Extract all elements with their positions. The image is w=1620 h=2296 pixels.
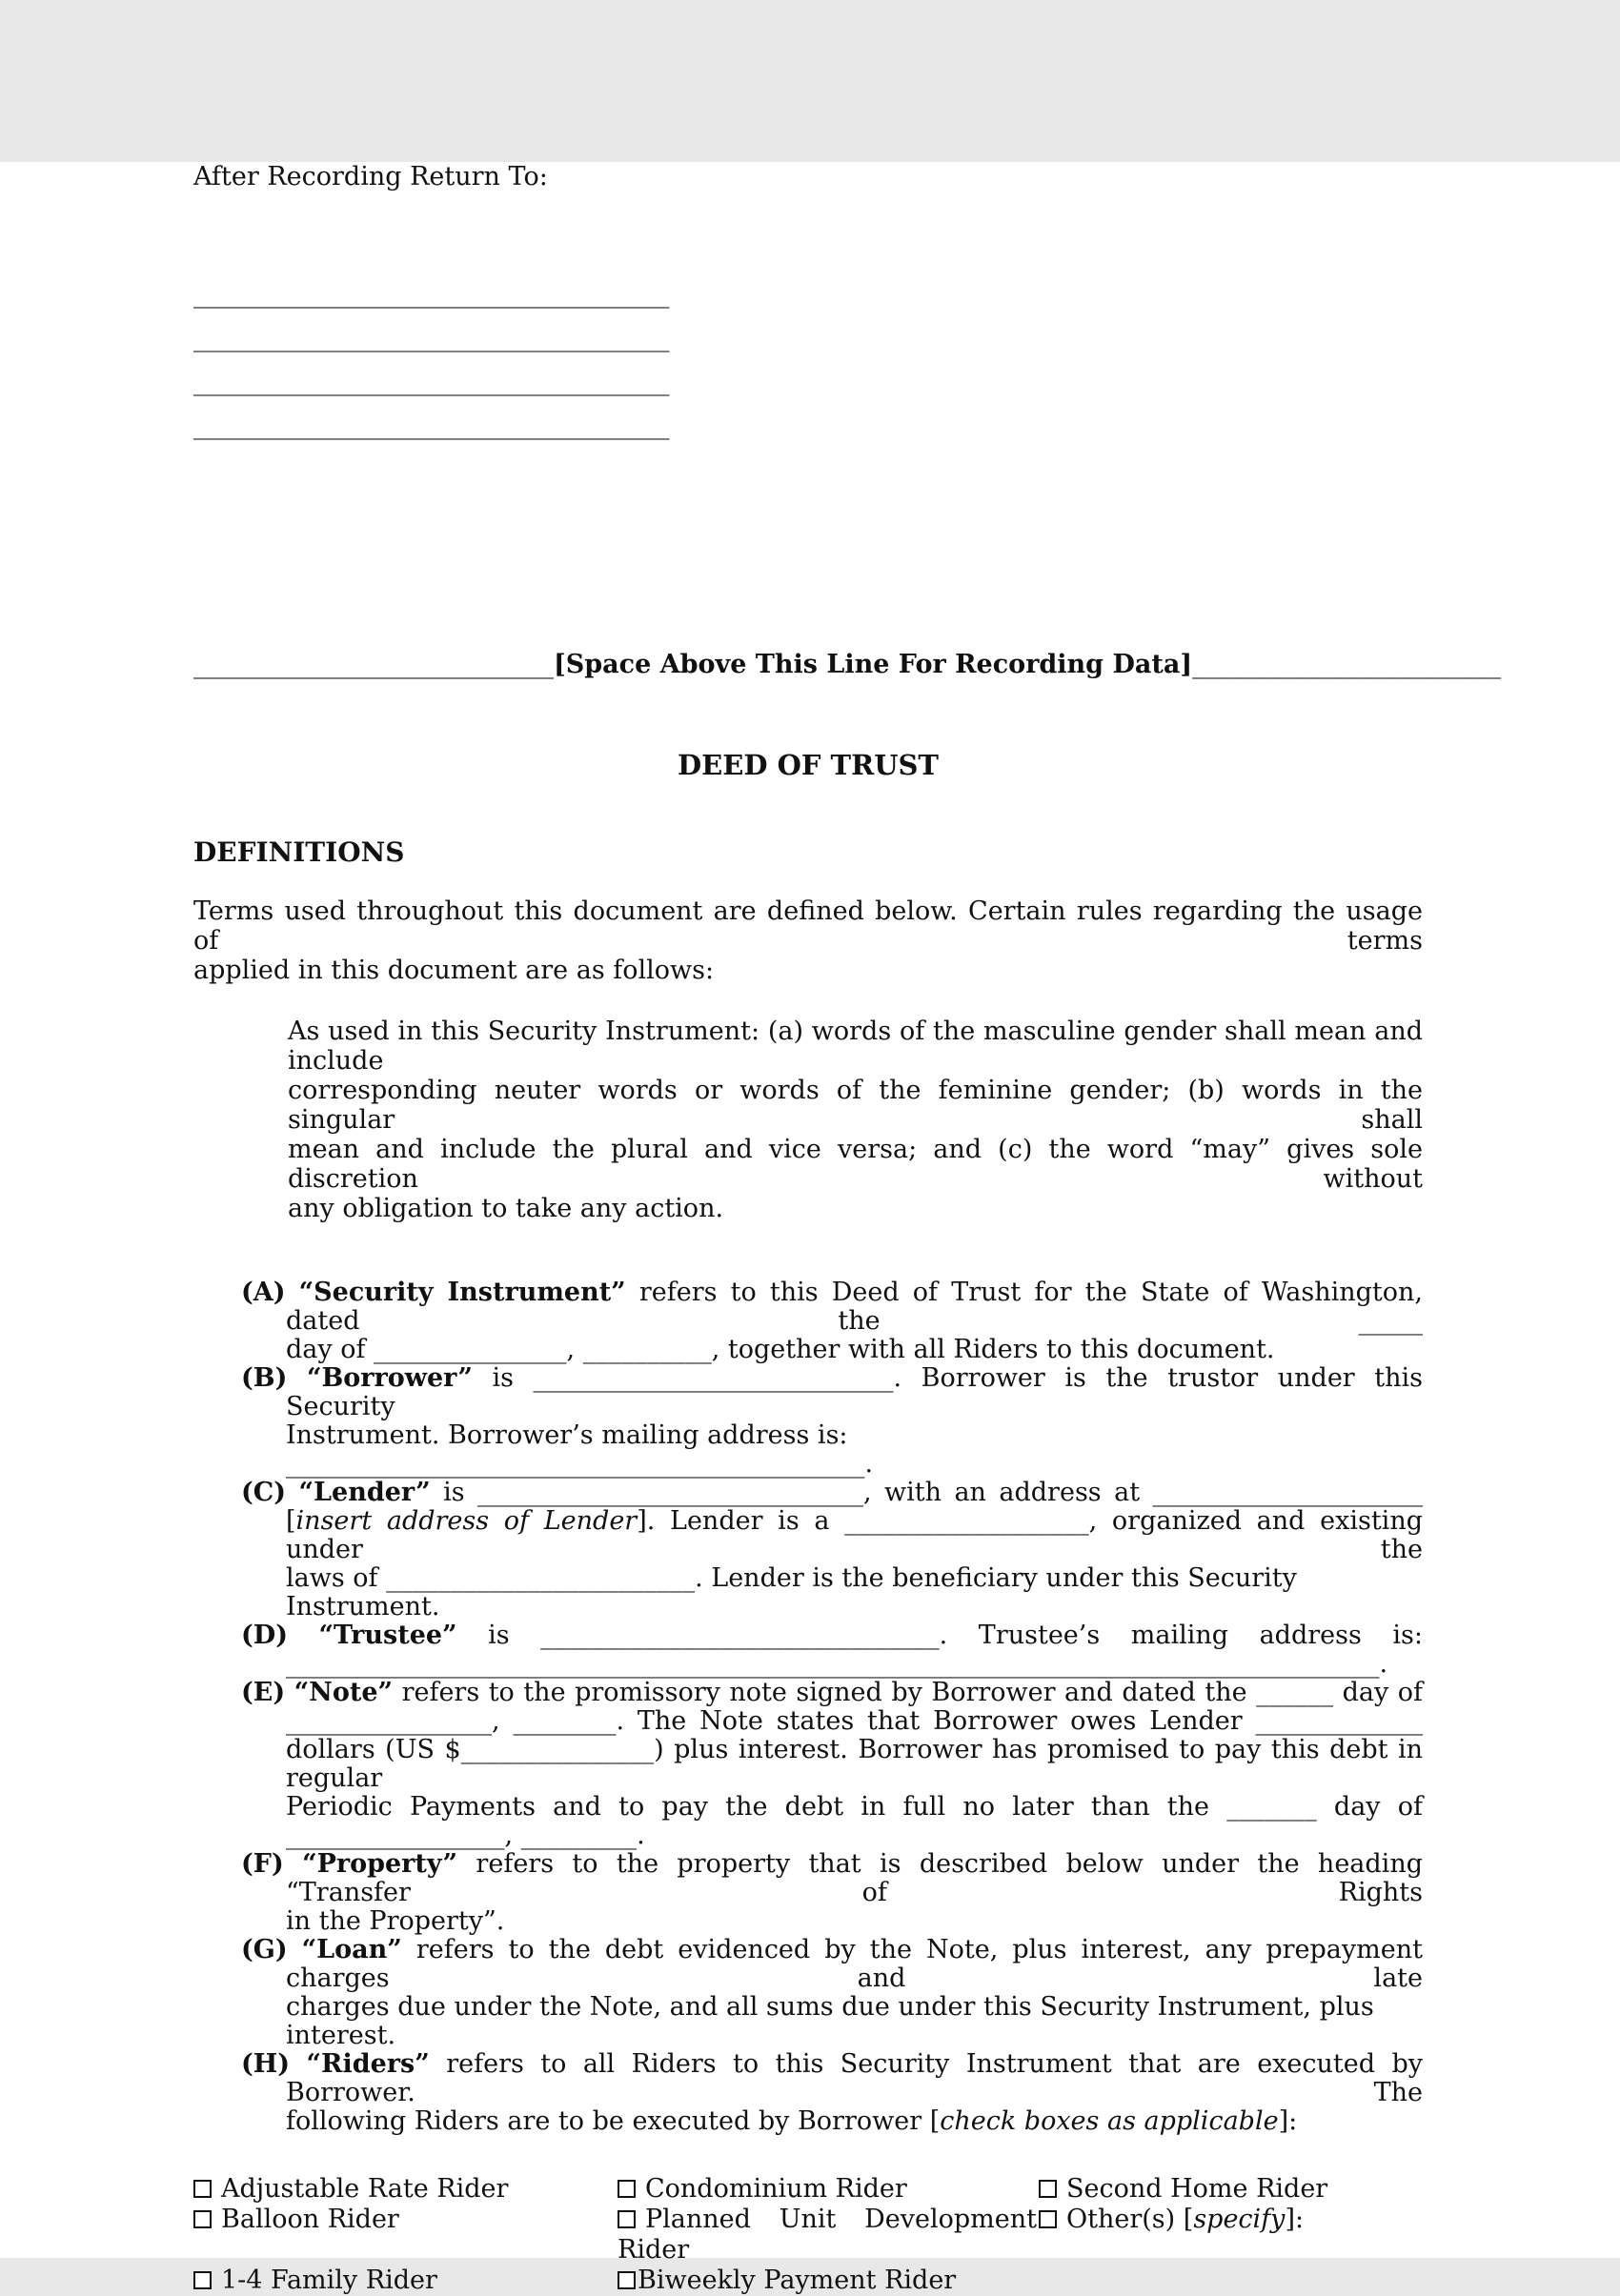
return-address-blank-line: _____________________________________ [193,411,670,440]
definition-line: Periodic Payments and to pay the debt in full no later than the _______ day of [286,1792,1423,1822]
definition-line: ________________, ________. The Note states that Borrower owes Lender _____________ [286,1706,1423,1736]
return-address-blank-line: _____________________________________ [193,323,670,352]
item-label: (E) [241,1678,286,1707]
divider-left-fill: ____________________________ [193,650,554,679]
deed-of-trust-page [0,162,1620,2295]
rider-option-1-4-family[interactable] [193,2266,618,2296]
definition-line: (D) “Trustee” is _______________________________. Trustee’s mailing address is: [241,1621,1423,1650]
rider-option-biweekly-payment[interactable] [618,2266,1037,2296]
definition-line: in the Property”. [286,1906,505,1936]
checkbox-icon[interactable] [618,2271,636,2289]
paragraph-line: any obligation to take any action. [288,1194,724,1223]
definition-line: charges due under the Note, and all sums due under this Security Instrument, plus interest. [286,1992,1374,2050]
item-label: (G) [241,1935,288,1964]
rider-option-balloon[interactable] [193,2205,618,2235]
item-label: (F) [241,1849,284,1879]
definition-item-a [241,1279,1423,1364]
rider-checkbox-grid [193,2174,1423,2296]
definition-item-e [241,1679,1423,1850]
return-address-blank-line: _____________________________________ [193,279,670,309]
definitions-intro-paragraph [193,896,1423,985]
paragraph-line: As used in this Security Instrument: (a) words of the masculine gender shall mean and include [288,1017,1423,1076]
definition-line: [insert address of Lender]. Lender is a ___________________, organized and existing under the [286,1506,1423,1564]
definitions-list [193,1279,1423,2136]
rider-option-adjustable-rate[interactable] [193,2174,618,2205]
checkbox-icon[interactable] [193,2180,212,2198]
item-label: (C) [241,1478,287,1507]
checkbox-icon[interactable] [1039,2180,1057,2198]
definition-line: (H) “Riders” refers to all Riders to this Security Instrument that are executed by Borrower. The [241,2049,1423,2107]
rider-label: 1-4 Family Rider [221,2266,437,2295]
rider-option-second-home[interactable] [1039,2174,1423,2205]
rider-option-condominium[interactable] [618,2174,1037,2205]
definitions-heading: DEFINITIONS [193,836,405,868]
definition-item-d [241,1621,1423,1679]
definition-line: (F) “Property” refers to the property that is described below under the heading “Transfer of Rights [241,1849,1423,1907]
rider-label: Condominium Rider [645,2174,907,2204]
rider-label: Other(s) [specify]: [1066,2205,1305,2234]
paragraph-line: mean and include the plural and vice versa; and (c) the word “may” gives sole discretion without [288,1135,1423,1194]
definition-line: _____________________________________________________________________________________. [286,1649,1388,1679]
paragraph-line: Terms used throughout this document are defined below. Certain rules regarding the usage of terms [193,896,1423,956]
divider-label: [Space Above This Line For Recording Data] [554,650,1193,679]
rider-column-1 [193,2174,618,2296]
definition-line: (A) “Security Instrument” refers to this Deed of Trust for the State of Washington, dated the _____ [241,1278,1423,1336]
checkbox-icon[interactable] [1039,2210,1057,2228]
rider-label: Biweekly Payment Rider [638,2266,957,2295]
recording-data-divider [193,650,1502,679]
definition-item-g [241,1936,1423,2050]
item-label: (B) [241,1363,288,1393]
definition-line: (B) “Borrower” is ____________________________. Borrower is the trustor under this Security [241,1363,1423,1421]
return-address-blank-line: _____________________________________ [193,367,670,396]
definition-item-f [241,1850,1423,1936]
definition-line: Instrument. Borrower’s mailing address is: _____________________________________________. [286,1420,874,1479]
definition-line: (G) “Loan” refers to the debt evidenced by the Note, plus interest, any prepayment charges and late [241,1935,1423,1993]
definition-line: laws of ________________________. Lender is the beneficiary under this Security Instrument. [286,1563,1297,1621]
definition-item-h [241,2050,1423,2136]
definition-line: _________________, _________. [286,1821,645,1850]
rider-option-planned-unit-development[interactable] [618,2205,1037,2266]
rider-option-other-specify[interactable] [1039,2205,1423,2235]
rider-label: Balloon Rider [221,2205,399,2234]
definition-line: (C) “Lender” is ______________________________, with an address at _____________________ [241,1478,1423,1507]
rider-label: Second Home Rider [1066,2174,1328,2204]
general-rules-paragraph [288,1017,1423,1223]
checkbox-icon[interactable] [193,2271,212,2289]
paragraph-line: applied in this document are as follows: [193,956,715,985]
checkbox-icon[interactable] [618,2210,636,2228]
definition-line: day of _______________, __________, together with all Riders to this document. [286,1335,1275,1364]
return-address-block [193,272,1423,448]
definition-item-c [241,1479,1423,1621]
item-label: (D) [241,1621,288,1650]
paragraph-line: corresponding neuter words or words of the feminine gender; (b) words in the singular shall [288,1076,1423,1135]
page-content [0,162,1620,2296]
return-to-heading: After Recording Return To: [193,162,548,191]
divider-right-fill: ________________________ [1192,650,1502,679]
rider-column-3 [1037,2174,1423,2296]
definition-item-b [241,1364,1423,1479]
rider-label: Planned Unit Development Rider [618,2205,1037,2265]
item-label: (H) [241,2049,291,2079]
definition-line: dollars (US $_______________) plus interest. Borrower has promised to pay this debt in regular [286,1735,1423,1793]
document-title: DEED OF TRUST [677,749,940,781]
checkbox-icon[interactable] [618,2180,636,2198]
definition-line: following Riders are to be executed by Borrower [check boxes as applicable]: [286,2106,1298,2136]
definition-line: (E) “Note” refers to the promissory note signed by Borrower and dated the ______ day of [241,1678,1423,1707]
item-label: (A) [241,1278,286,1307]
rider-label: Adjustable Rate Rider [221,2174,509,2204]
checkbox-icon[interactable] [193,2210,212,2228]
rider-column-2 [618,2174,1037,2296]
